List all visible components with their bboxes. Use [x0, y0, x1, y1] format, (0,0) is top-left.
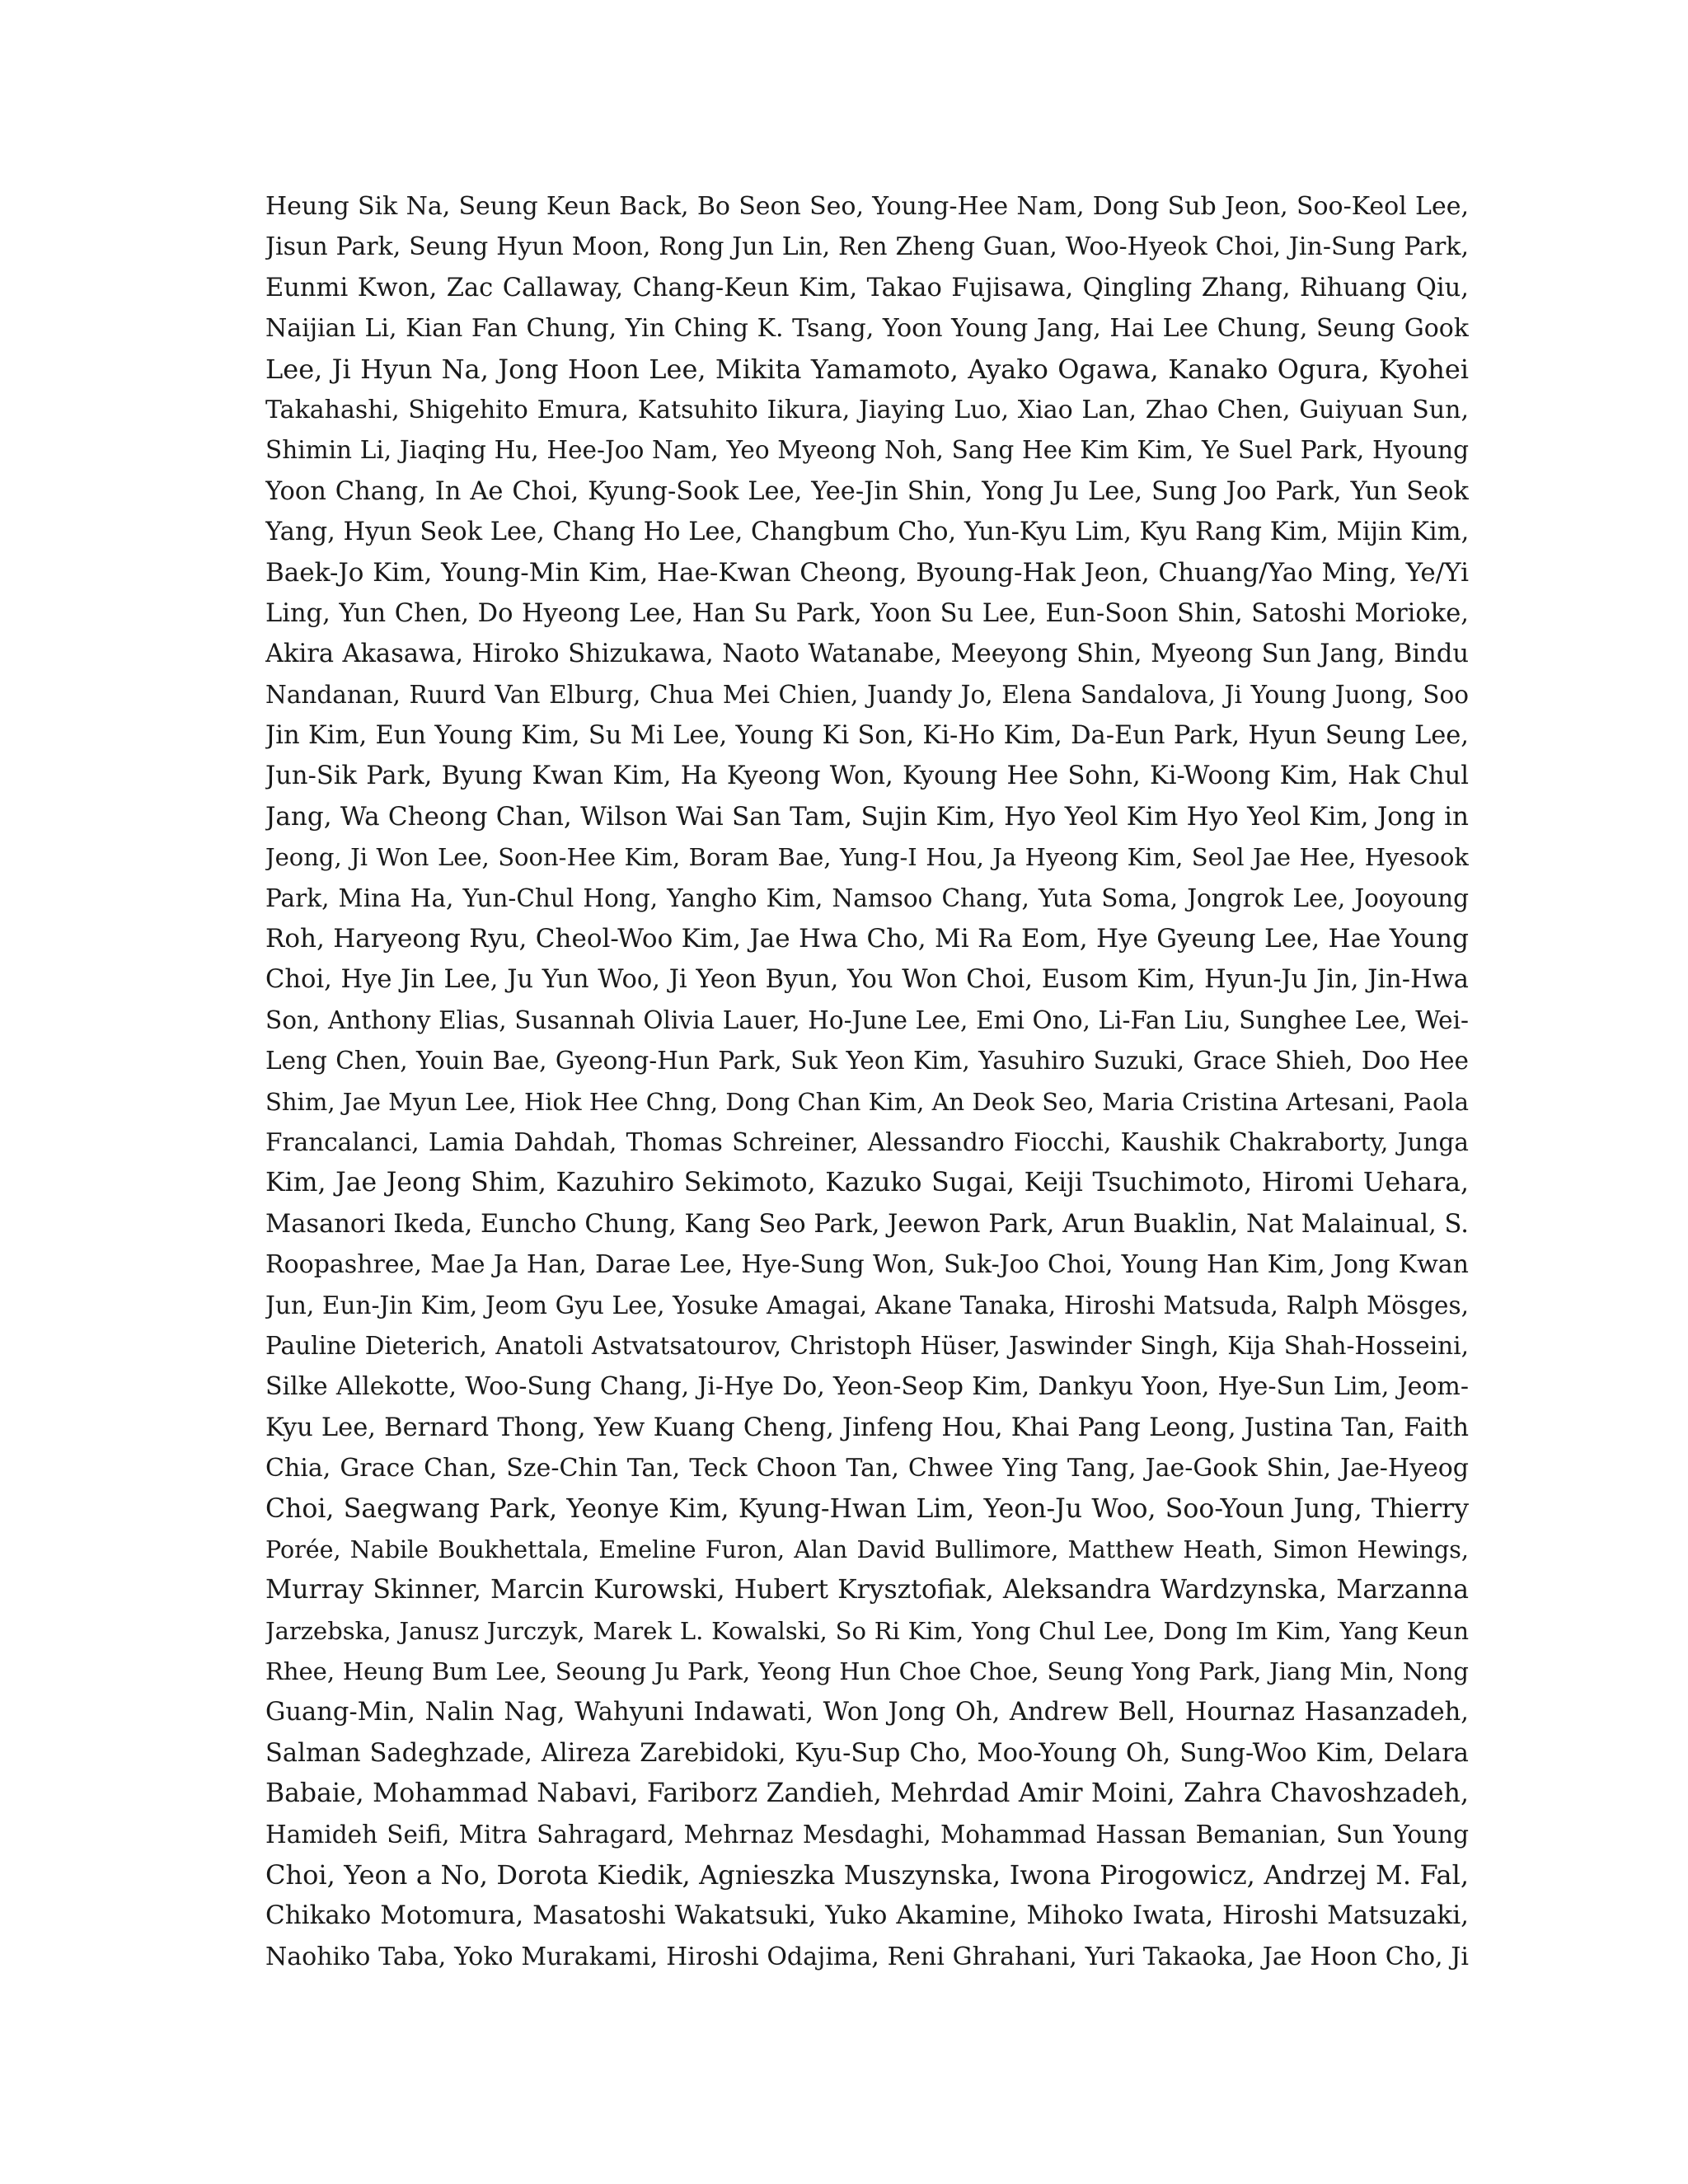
text-line: Nandanan, Ruurd Van Elburg, Chua Mei Chien, Juandy Jo, Elena Sandalova, Ji Young Juong, Soo: [265, 680, 1469, 709]
text-line: Choi, Saegwang Park, Yeonye Kim, Kyung-Hwan Lim, Yeon-Ju Woo, Soo-Youn Jung, Thierry: [265, 1493, 1469, 1524]
text-line: Roh, Haryeong Ryu, Cheol-Woo Kim, Jae Hwa Cho, Mi Ra Eom, Hye Gyeung Lee, Hae Young: [265, 924, 1469, 954]
text-line: Yoon Chang, In Ae Choi, Kyung-Sook Lee, Yee-Jin Shin, Yong Ju Lee, Sung Joo Park, Yun Seok: [265, 476, 1469, 506]
text-line: Salman Sadeghzade, Alireza Zarebidoki, Kyu-Sup Cho, Moo-Young Oh, Sung-Woo Kim, Delara: [265, 1738, 1469, 1768]
text-line: Murray Skinner, Marcin Kurowski, Hubert Krysztofiak, Aleksandra Wardzynska, Marzanna: [265, 1575, 1469, 1605]
text-line: Yang, Hyun Seok Lee, Chang Ho Lee, Changbum Cho, Yun-Kyu Lim, Kyu Rang Kim, Mijin Kim,: [265, 518, 1469, 547]
text-line: Chikako Motomura, Masatoshi Wakatsuki, Yuko Akamine, Mihoko Iwata, Hiroshi Matsuzaki,: [265, 1900, 1469, 1931]
text-line: Ling, Yun Chen, Do Hyeong Lee, Han Su Park, Yoon Su Lee, Eun-Soon Shin, Satoshi Morioke,: [265, 598, 1469, 628]
text-line: Kim, Jae Jeong Shim, Kazuhiro Sekimoto, Kazuko Sugai, Keiji Tsuchimoto, Hiromi Uehara,: [265, 1168, 1469, 1198]
text-line: Jun-Sik Park, Byung Kwan Kim, Ha Kyeong Won, Kyoung Hee Sohn, Ki-Woong Kim, Hak Chul: [265, 762, 1469, 791]
text-line: Shimin Li, Jiaqing Hu, Hee-Joo Nam, Yeo Myeong Noh, Sang Hee Kim Kim, Ye Suel Park, Hyoung: [265, 436, 1469, 465]
text-line: Leng Chen, Youin Bae, Gyeong-Hun Park, Suk Yeon Kim, Yasuhiro Suzuki, Grace Shieh, Doo Hee: [265, 1047, 1469, 1076]
text-line: Jarzebska, Janusz Jurczyk, Marek L. Kowalski, So Ri Kim, Yong Chul Lee, Dong Im Kim, Yang Keun: [265, 1616, 1469, 1645]
text-line: Naohiko Taba, Yoko Murakami, Hiroshi Odajima, Reni Ghrahani, Yuri Takaoka, Jae Hoon Cho, Ji: [265, 1942, 1469, 1971]
text-line: Eunmi Kwon, Zac Callaway, Chang-Keun Kim, Takao Fujisawa, Qingling Zhang, Rihuang Qiu,: [265, 273, 1469, 302]
text-line: Jin Kim, Eun Young Kim, Su Mi Lee, Young Ki Son, Ki-Ho Kim, Da-Eun Park, Hyun Seung Lee,: [265, 721, 1469, 751]
text-line: Baek-Jo Kim, Young-Min Kim, Hae-Kwan Cheong, Byoung-Hak Jeon, Chuang/Yao Ming, Ye/Yi: [265, 557, 1469, 588]
text-line: Heung Sik Na, Seung Keun Back, Bo Seon Seo, Young-Hee Nam, Dong Sub Jeon, Soo-Keol Lee,: [265, 192, 1469, 221]
author-list-paragraph: [265, 186, 1469, 2018]
text-line: Masanori Ikeda, Euncho Chung, Kang Seo Park, Jeewon Park, Arun Buaklin, Nat Malainual, S.: [265, 1209, 1469, 1239]
text-line: Silke Allekotte, Woo-Sung Chang, Ji-Hye Do, Yeon-Seop Kim, Dankyu Yoon, Hye-Sun Lim, Jeom-: [265, 1372, 1469, 1402]
text-line: Jeong, Ji Won Lee, Soon-Hee Kim, Boram Bae, Yung-I Hou, Ja Hyeong Kim, Seol Jae Hee, Hyesook: [265, 843, 1469, 872]
text-line: Naijian Li, Kian Fan Chung, Yin Ching K. Tsang, Yoon Young Jang, Hai Lee Chung, Seung Gook: [265, 314, 1469, 344]
text-line: Kyu Lee, Bernard Thong, Yew Kuang Cheng, Jinfeng Hou, Khai Pang Leong, Justina Tan, Faith: [265, 1413, 1469, 1442]
text-line: Choi, Hye Jin Lee, Ju Yun Woo, Ji Yeon Byun, You Won Choi, Eusom Kim, Hyun-Ju Jin, Jin-Hwa: [265, 965, 1469, 995]
text-line: [265, 1977, 1469, 2018]
text-line: Pauline Dieterich, Anatoli Astvatsatourov, Christoph Hüser, Jaswinder Singh, Kija Shah-Hosseini,: [265, 1331, 1469, 1360]
text-line: Shim, Jae Myun Lee, Hiok Hee Chng, Dong Chan Kim, An Deok Seo, Maria Cristina Artesani, Paola: [265, 1087, 1469, 1116]
text-line: Hamideh Seifi, Mitra Sahragard, Mehrnaz Mesdaghi, Mohammad Hassan Bemanian, Sun Young: [265, 1820, 1469, 1849]
text-line: Roopashree, Mae Ja Han, Darae Lee, Hye-Sung Won, Suk-Joo Choi, Young Han Kim, Jong Kwan: [265, 1250, 1469, 1280]
text-line: Guang-Min, Nalin Nag, Wahyuni Indawati, Won Jong Oh, Andrew Bell, Hournaz Hasanzadeh,: [265, 1698, 1469, 1727]
text-line: Rhee, Heung Bum Lee, Seoung Ju Park, Yeong Hun Choe Choe, Seung Yong Park, Jiang Min, Nong: [265, 1657, 1469, 1686]
text-line: Son, Anthony Elias, Susannah Olivia Lauer, Ho-June Lee, Emi Ono, Li-Fan Liu, Sunghee Lee, Wei-: [265, 1005, 1469, 1034]
text-line: Takahashi, Shigehito Emura, Katsuhito Iikura, Jiaying Luo, Xiao Lan, Zhao Chen, Guiyuan Sun,: [265, 395, 1469, 424]
text-line: Jisun Park, Seung Hyun Moon, Rong Jun Lin, Ren Zheng Guan, Woo-Hyeok Choi, Jin-Sung Park,: [265, 232, 1469, 262]
text-line: Jun, Eun-Jin Kim, Jeom Gyu Lee, Yosuke Amagai, Akane Tanaka, Hiroshi Matsuda, Ralph Mösges,: [265, 1291, 1469, 1319]
text-line: Porée, Nabile Boukhettala, Emeline Furon, Alan David Bullimore, Matthew Heath, Simon Hewings,: [265, 1535, 1469, 1563]
text-line: Francalanci, Lamia Dahdah, Thomas Schreiner, Alessandro Fiocchi, Kaushik Chakraborty, Junga: [265, 1127, 1469, 1156]
text-line: Jang, Wa Cheong Chan, Wilson Wai San Tam, Sujin Kim, Hyo Yeol Kim Hyo Yeol Kim, Jong in: [265, 801, 1469, 832]
text-line: Chia, Grace Chan, Sze-Chin Tan, Teck Choon Tan, Chwee Ying Tang, Jae-Gook Shin, Jae-Hyeog: [265, 1454, 1469, 1483]
text-line: Choi, Yeon a No, Dorota Kiedik, Agnieszka Muszynska, Iwona Pirogowicz, Andrzej M. Fal,: [265, 1859, 1469, 1891]
text-line: Park, Mina Ha, Yun-Chul Hong, Yangho Kim, Namsoo Chang, Yuta Soma, Jongrok Lee, Jooyoung: [265, 883, 1469, 912]
text-line: Akira Akasawa, Hiroko Shizukawa, Naoto Watanabe, Meeyong Shin, Myeong Sun Jang, Bindu: [265, 640, 1469, 669]
text-line: Lee, Ji Hyun Na, Jong Hoon Lee, Mikita Yamamoto, Ayako Ogawa, Kanako Ogura, Kyohei: [265, 353, 1469, 385]
text-line: Babaie, Mohammad Nabavi, Fariborz Zandieh, Mehrdad Amir Moini, Zahra Chavoshzadeh,: [265, 1779, 1469, 1809]
